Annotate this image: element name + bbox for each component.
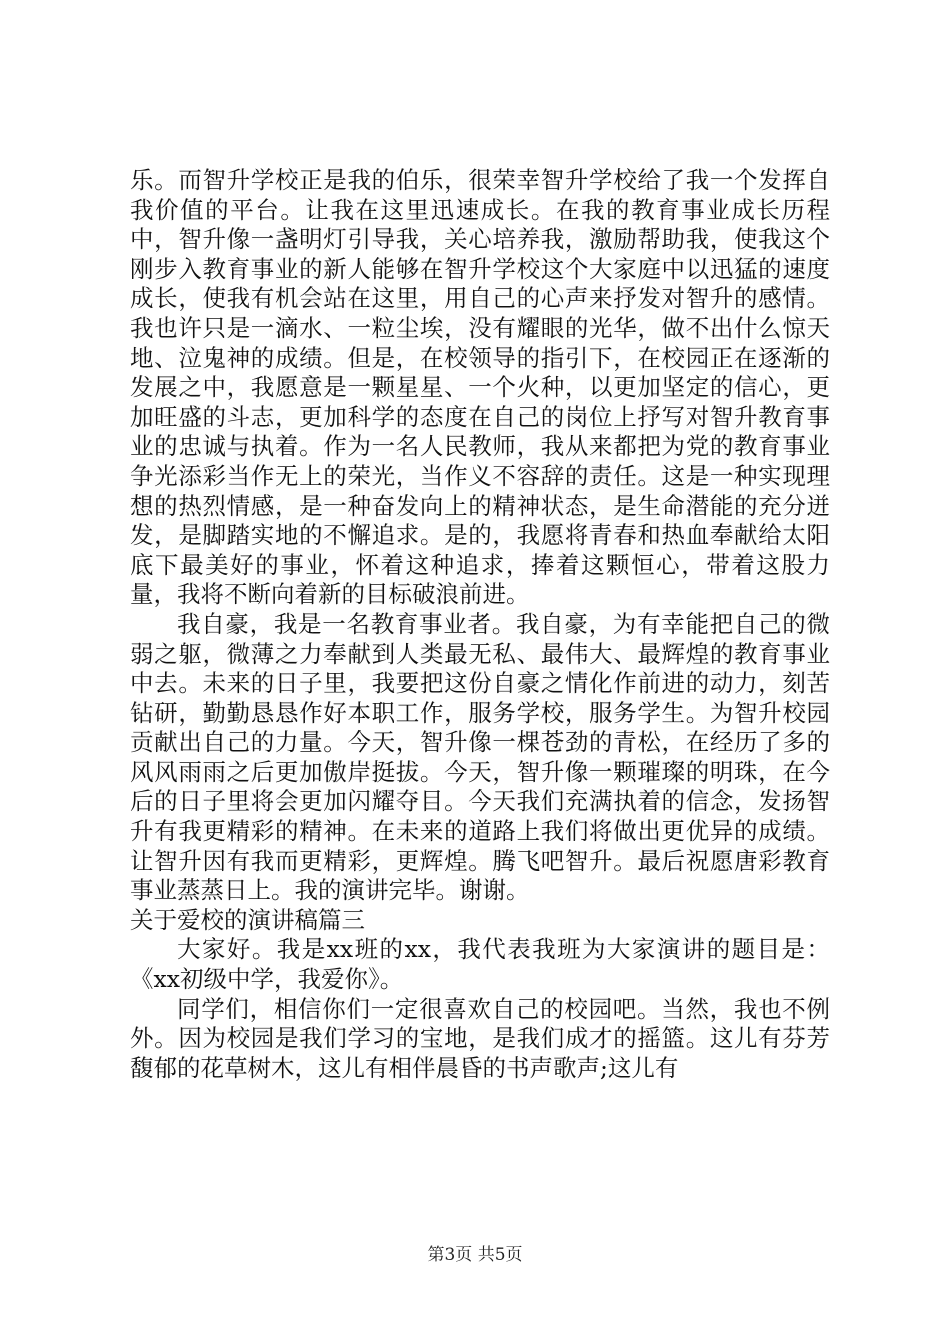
section-title: 关于爱校的演讲稿篇三 (130, 905, 365, 934)
document-body (130, 166, 830, 1083)
paragraph-continuation: 乐。而智升学校正是我的伯乐，很荣幸智升学校给了我一个发挥自我价值的平台。让我在这里迅速成长。在我的教育事业成长历程中，智升像一盏明灯引导我，关心培养我，激励帮助我，使我这个刚步入教育事业的新人能够在智升学校这个大家庭中以迅猛的速度成长，使我有机会站在这里，用自己的心声来抒发对智升的感情。我也许只是一滴水、一粒尘埃，没有耀眼的光华，做不出什么惊天地、泣鬼神的成绩。但是，在校领导的指引下，在校园正在逐渐的发展之中，我愿意是一颗星星、一个火种，以更加坚定的信心，更加旺盛的斗志，更加科学的态度在自己的岗位上抒写对智升教育事业的忠诚与执着。作为一名人民教师，我从来都把为党的教育事业争光添彩当作无上的荣光，当作义不容辞的责任。这是一种实现理想的热烈情感，是一种奋发向上的精神状态，是生命潜能的充分迸发，是脚踏实地的不懈追求。是的，我愿将青春和热血奉献给太阳底下最美好的事业，怀着这种追求，捧着这颗恒心，带着这股力量，我将不断向着新的目标破浪前进。 (130, 166, 830, 609)
paragraph-greeting: 大家好。我是xx班的xx，我代表我班为大家演讲的题目是：《xx初级中学，我爱你》。 (130, 935, 830, 994)
paragraph-campus: 同学们，相信你们一定很喜欢自己的校园吧。当然，我也不例外。因为校园是我们学习的宝地，是我们成才的摇篮。这儿有芬芳馥郁的花草树木，这儿有相伴晨昏的书声歌声;这儿有 (130, 994, 830, 1082)
paragraph-pride: 我自豪，我是一名教育事业者。我自豪，为有幸能把自己的微弱之躯，微薄之力奉献到人类最无私、最伟大、最辉煌的教育事业中去。未来的日子里，我要把这份自豪之情化作前进的动力，刻苦钻研，勤勤恳恳作好本职工作，服务学校，服务学生。为智升校园贡献出自己的力量。今天，智升像一棵苍劲的青松，在经历了多的风风雨雨之后更加傲岸挺拔。今天，智升像一颗璀璨的明珠，在今后的日子里将会更加闪耀夺目。今天我们充满执着的信念，发扬智升有我更精彩的精神。在未来的道路上我们将做出更优异的成绩。让智升因有我而更精彩，更辉煌。腾飞吧智升。最后祝愿唐彩教育事业蒸蒸日上。我的演讲完毕。谢谢。 (130, 609, 830, 905)
page-footer: 第3页 共5页 (427, 1245, 523, 1265)
